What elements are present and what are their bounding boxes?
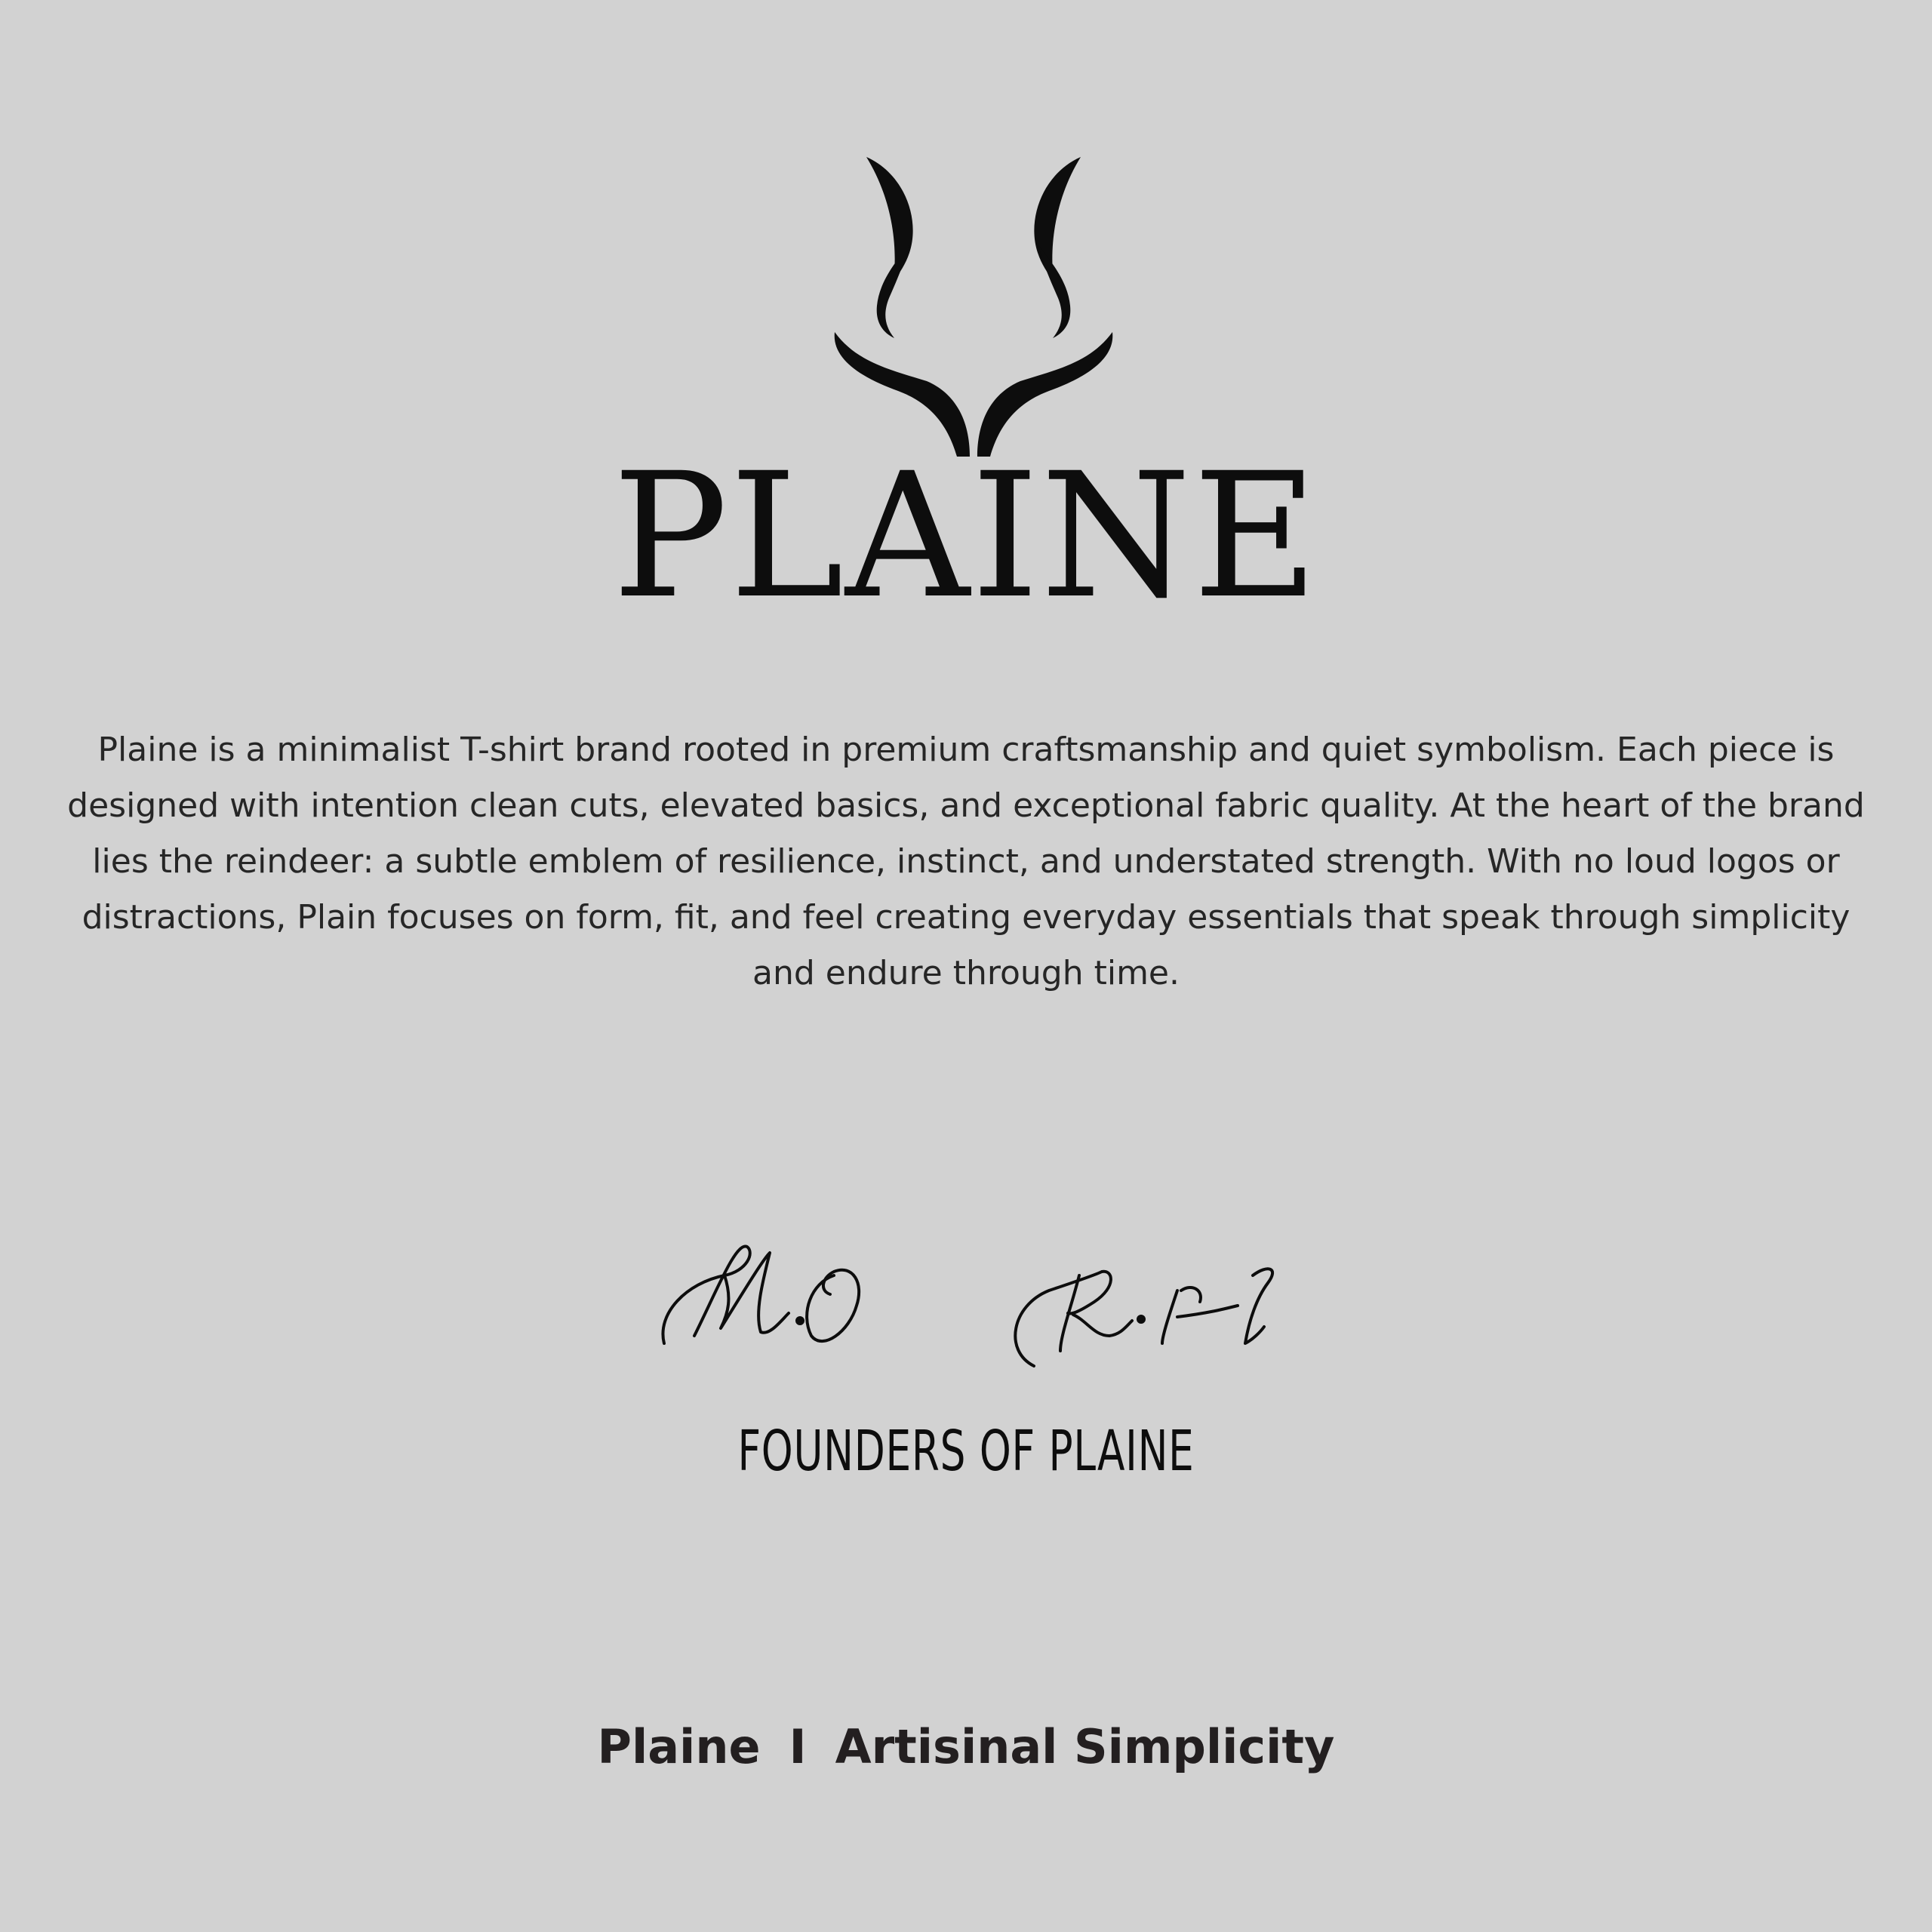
brand-description: Plaine is a minimalist T-shirt brand rooted in premium craftsmanship and quiet symbolism. Each piece is designed with intention clean cuts, elevated basics, and exceptional fabric quality. At the heart of the brand lies the reindeer: a subtle emblem of resilience, instinct, and understated strength. With no loud logos or distractions, Plain focuses on form, fit, and feel creating everyday essentials that speak through simplicity and endure through time. xyxy=(67,731,1865,992)
brand-wordmark: PLAINE xyxy=(612,435,1320,636)
tagline-slogan: Artisinal Simplicity xyxy=(835,1719,1335,1774)
brand-tagline xyxy=(0,1717,1932,1777)
tagline-separator: I xyxy=(789,1719,807,1774)
founder-signatures xyxy=(649,1230,1298,1381)
reindeer-antlers-icon xyxy=(815,151,1132,460)
tagline-brand: Plaine xyxy=(597,1719,761,1774)
founders-label: FOUNDERS OF PLAINE xyxy=(737,1419,1195,1484)
